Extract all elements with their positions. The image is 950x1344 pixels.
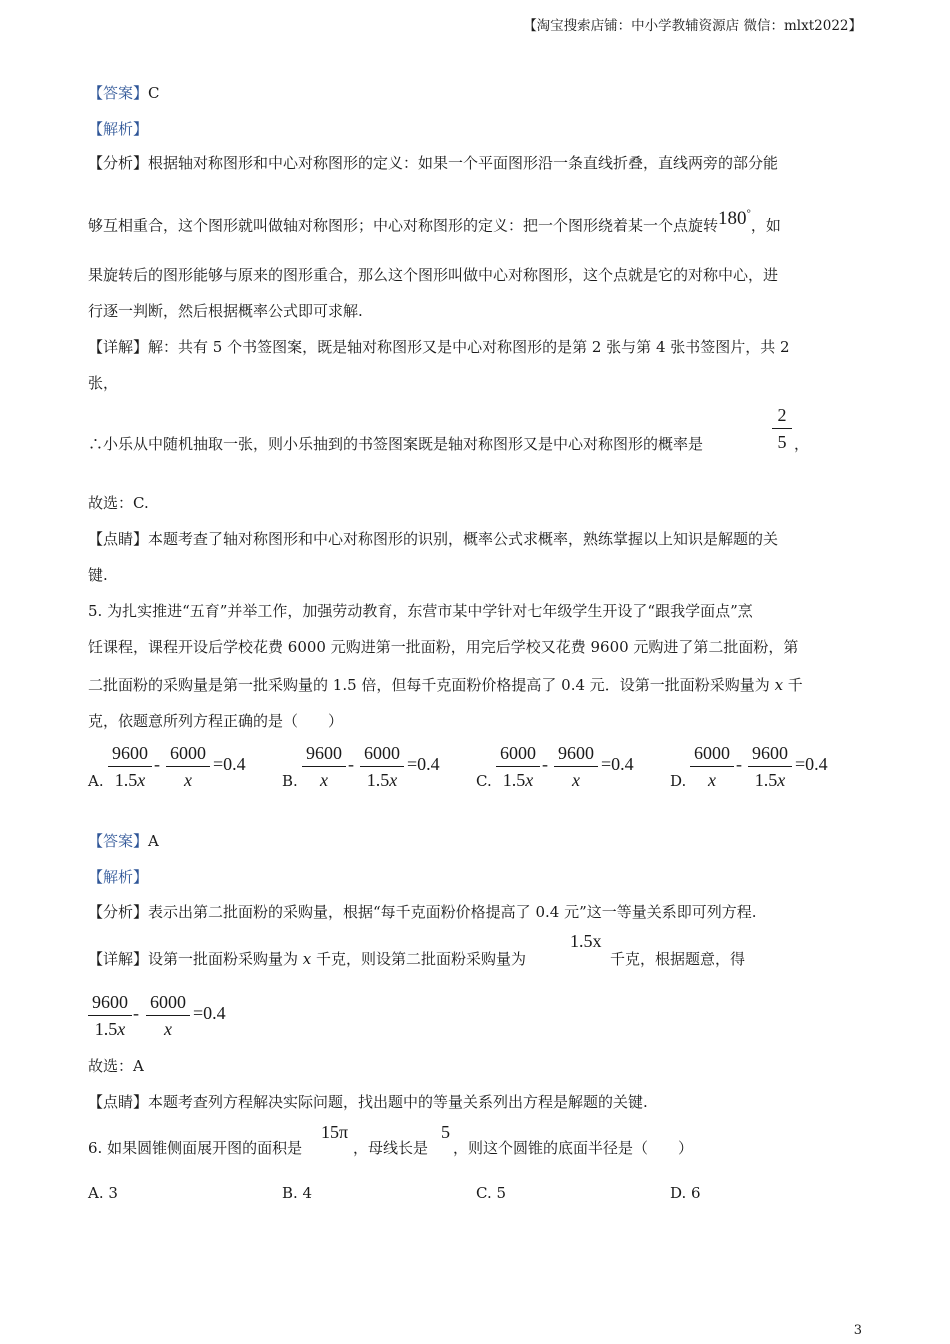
q6-option-c: C. 5 xyxy=(476,1184,507,1202)
fenxi-text: 根据轴对称图形和中心对称图形的定义：如果一个平面图形沿一条直线折叠，直线两旁的部分能 xyxy=(148,154,779,172)
q4-detail-line2: 张， xyxy=(88,374,119,392)
fraction-numerator: 6000 xyxy=(150,992,186,1012)
option-label: A. xyxy=(88,772,104,790)
q4-choose: 故选：C. xyxy=(88,494,149,512)
q4-fenxi-line1 xyxy=(88,152,778,173)
fraction-numerator: 9600 xyxy=(752,743,788,763)
cone-area: 15π xyxy=(321,1122,349,1142)
q5-stem-line3 xyxy=(88,674,803,695)
q6-option-d: D. 6 xyxy=(670,1184,701,1202)
degree-number: 180 xyxy=(718,208,747,230)
minus-sign: - xyxy=(736,754,742,774)
detail-text: 解：共有 5 个书签图案，既是轴对称图形又是中心对称图形的是第 2 张与第 4 张书签图片，共 2 xyxy=(148,338,790,356)
variable-x: x xyxy=(302,950,312,968)
slant-height: 5 xyxy=(441,1122,450,1142)
q4-therefore-line: ∴小乐从中随机抽取一张，则小乐抽到的书签图案既是轴对称图形又是中心对称图形的概率是 xyxy=(88,435,704,453)
page-header: 【淘宝搜索店铺：中小学教辅资源店 微信：mlxt2022】 xyxy=(523,18,862,34)
fraction-denominator: x xyxy=(320,770,328,790)
q5-choose: 故选：A xyxy=(88,1057,144,1075)
q5-stem-line2: 饪课程，课程开设后学校花费 6000 元购进第一批面粉，用完后学校又花费 9600 元购进了第二批面粉，第 xyxy=(88,638,799,656)
q5-comment-line xyxy=(88,1091,648,1112)
option-label: C. xyxy=(476,772,492,790)
stem-text: 二批面粉的采购量是第一批采购量的 1.5 倍，但每千克面粉价格提高了 0.4 元．设第一批面粉采购量为 xyxy=(88,676,775,694)
fraction-denominator: 1.5x xyxy=(754,770,786,790)
second-batch-expr xyxy=(570,931,602,952)
fraction-denominator: x xyxy=(164,1019,172,1039)
q6-option-b: B. 4 xyxy=(282,1184,313,1202)
q6-stem-a: 6. 如果圆锥侧面展开图的面积是 xyxy=(88,1139,303,1157)
fraction-denominator: 1.5x xyxy=(114,770,146,790)
option-fraction-1 xyxy=(690,742,734,791)
answer-tag: 【答案】 xyxy=(88,832,149,850)
q4-comment-line2: 键. xyxy=(88,566,108,584)
fraction-bar xyxy=(88,1015,132,1016)
fraction-denominator: x xyxy=(184,770,192,790)
equals-value: =0.4 xyxy=(407,754,440,774)
fraction-numerator: 9600 xyxy=(112,743,148,763)
fraction-bar xyxy=(554,766,598,767)
page-number: 3 xyxy=(853,1323,862,1338)
equals-value: =0.4 xyxy=(601,754,634,774)
fraction-bar xyxy=(748,766,792,767)
q5-answer-line xyxy=(88,830,159,851)
answer-value: A xyxy=(148,832,159,850)
analysis-tag: 【解析】 xyxy=(88,120,149,138)
fraction-bar xyxy=(690,766,734,767)
q6-stem-b: ，母线长是 xyxy=(353,1139,429,1157)
fraction-numerator: 6000 xyxy=(364,743,400,763)
fraction-numerator: 2 xyxy=(777,405,787,425)
answer-value: C xyxy=(148,84,160,102)
fraction-bar xyxy=(108,766,152,767)
option-fraction-1 xyxy=(108,742,152,791)
q5-stem-line4: 克，依题意所列方程正确的是（ ） xyxy=(88,712,344,730)
expr-text: 1.5x xyxy=(570,931,602,951)
fraction-numerator: 6000 xyxy=(694,743,730,763)
fenxi-tag: 【分析】 xyxy=(88,154,149,172)
fenxi-text: 够互相重合，这个图形就叫做轴对称图形；中心对称图形的定义：把一个图形绕着某一个点旋转 xyxy=(88,216,719,235)
detail-text: 千克，则设第二批面粉采购量为 xyxy=(311,950,527,968)
option-fraction-2 xyxy=(360,742,404,791)
fraction-denominator: x xyxy=(708,770,716,790)
fraction-bar xyxy=(360,766,404,767)
q4-fenxi-line2 xyxy=(88,208,781,236)
detail-tag: 【详解】 xyxy=(88,338,149,356)
q6-option-a: A. 3 xyxy=(88,1184,118,1202)
comment-tag: 【点睛】 xyxy=(88,530,149,548)
q4-fenxi-line4: 行逐一判断，然后根据概率公式即可求解. xyxy=(88,302,363,320)
minus-sign: - xyxy=(154,754,160,774)
fraction-bar xyxy=(302,766,346,767)
q4-fenxi-line3: 果旋转后的图形能够与原来的图形重合，那么这个图形叫做中心对称图形，这个点就是它的对称中心，进 xyxy=(88,266,779,284)
option-label: B. xyxy=(282,772,298,790)
fraction-numerator: 9600 xyxy=(558,743,594,763)
minus-sign: - xyxy=(542,754,548,774)
answer-tag: 【答案】 xyxy=(88,84,149,102)
equals-value: =0.4 xyxy=(213,754,246,774)
fraction-denominator: 1.5x xyxy=(366,770,398,790)
q4-answer-line xyxy=(88,82,160,103)
equals-value: =0.4 xyxy=(795,754,828,774)
fraction-bar xyxy=(166,766,210,767)
fraction-numerator: 6000 xyxy=(500,743,536,763)
q4-comment-line1 xyxy=(88,528,778,549)
comment-text: 本题考查列方程解决实际问题，找出题中的等量关系列出方程是解题的关键. xyxy=(148,1093,648,1111)
option-fraction-1 xyxy=(496,742,540,791)
comment-text: 本题考查了轴对称图形和中心对称图形的识别，概率公式求概率，熟练掌握以上知识是解题的关 xyxy=(148,530,779,548)
degree-value xyxy=(718,208,751,229)
option-fraction-1 xyxy=(302,742,346,791)
variable-x: x xyxy=(774,676,784,694)
q5-detail-line xyxy=(88,948,526,969)
fraction-denominator: 1.5x xyxy=(94,1019,126,1039)
detail-tag: 【详解】 xyxy=(88,950,149,968)
minus-sign: - xyxy=(348,754,354,774)
fraction-numerator: 9600 xyxy=(92,992,128,1012)
option-fraction-2 xyxy=(166,742,210,791)
analysis-tag: 【解析】 xyxy=(88,868,149,886)
q4-detail-line1 xyxy=(88,336,790,357)
q5-detail-end: 千克，根据题意，得 xyxy=(610,950,746,968)
fraction-denominator: 1.5x xyxy=(502,770,534,790)
fraction-bar xyxy=(146,1015,190,1016)
q5-fenxi-line xyxy=(88,901,757,922)
comment-tag: 【点睛】 xyxy=(88,1093,149,1111)
option-fraction-2 xyxy=(748,742,792,791)
fraction-numerator: 9600 xyxy=(306,743,342,763)
fenxi-text: 表示出第二批面粉的采购量，根据“每千克面粉价格提高了 0.4 元”这一等量关系即可列方程. xyxy=(148,903,757,921)
degree-sign: ° xyxy=(746,208,751,220)
q4-therefore-end: ， xyxy=(794,435,810,453)
probability-fraction xyxy=(772,404,792,453)
equation-fraction-2 xyxy=(146,991,190,1040)
detail-text: 设第一批面粉采购量为 xyxy=(148,950,303,968)
q6-stem-c: ，则这个圆锥的底面半径是（ ） xyxy=(453,1139,694,1157)
equals-value: =0.4 xyxy=(193,1003,226,1023)
fraction-bar xyxy=(496,766,540,767)
stem-text: 千 xyxy=(783,676,803,694)
option-label: D. xyxy=(670,772,687,790)
equation-fraction-1 xyxy=(88,991,132,1040)
option-fraction-2 xyxy=(554,742,598,791)
fraction-denominator: 5 xyxy=(777,432,787,452)
q5-stem-line1: 5. 为扎实推进“五育”并举工作，加强劳动教育，东营市某中学针对七年级学生开设了“跟我学面点”烹 xyxy=(88,602,753,620)
fraction-numerator: 6000 xyxy=(170,743,206,763)
fraction-bar xyxy=(772,428,792,429)
fenxi-tag: 【分析】 xyxy=(88,903,149,921)
minus-sign: - xyxy=(133,1003,139,1023)
fenxi-text: ，如 xyxy=(750,216,781,235)
fraction-denominator: x xyxy=(572,770,580,790)
